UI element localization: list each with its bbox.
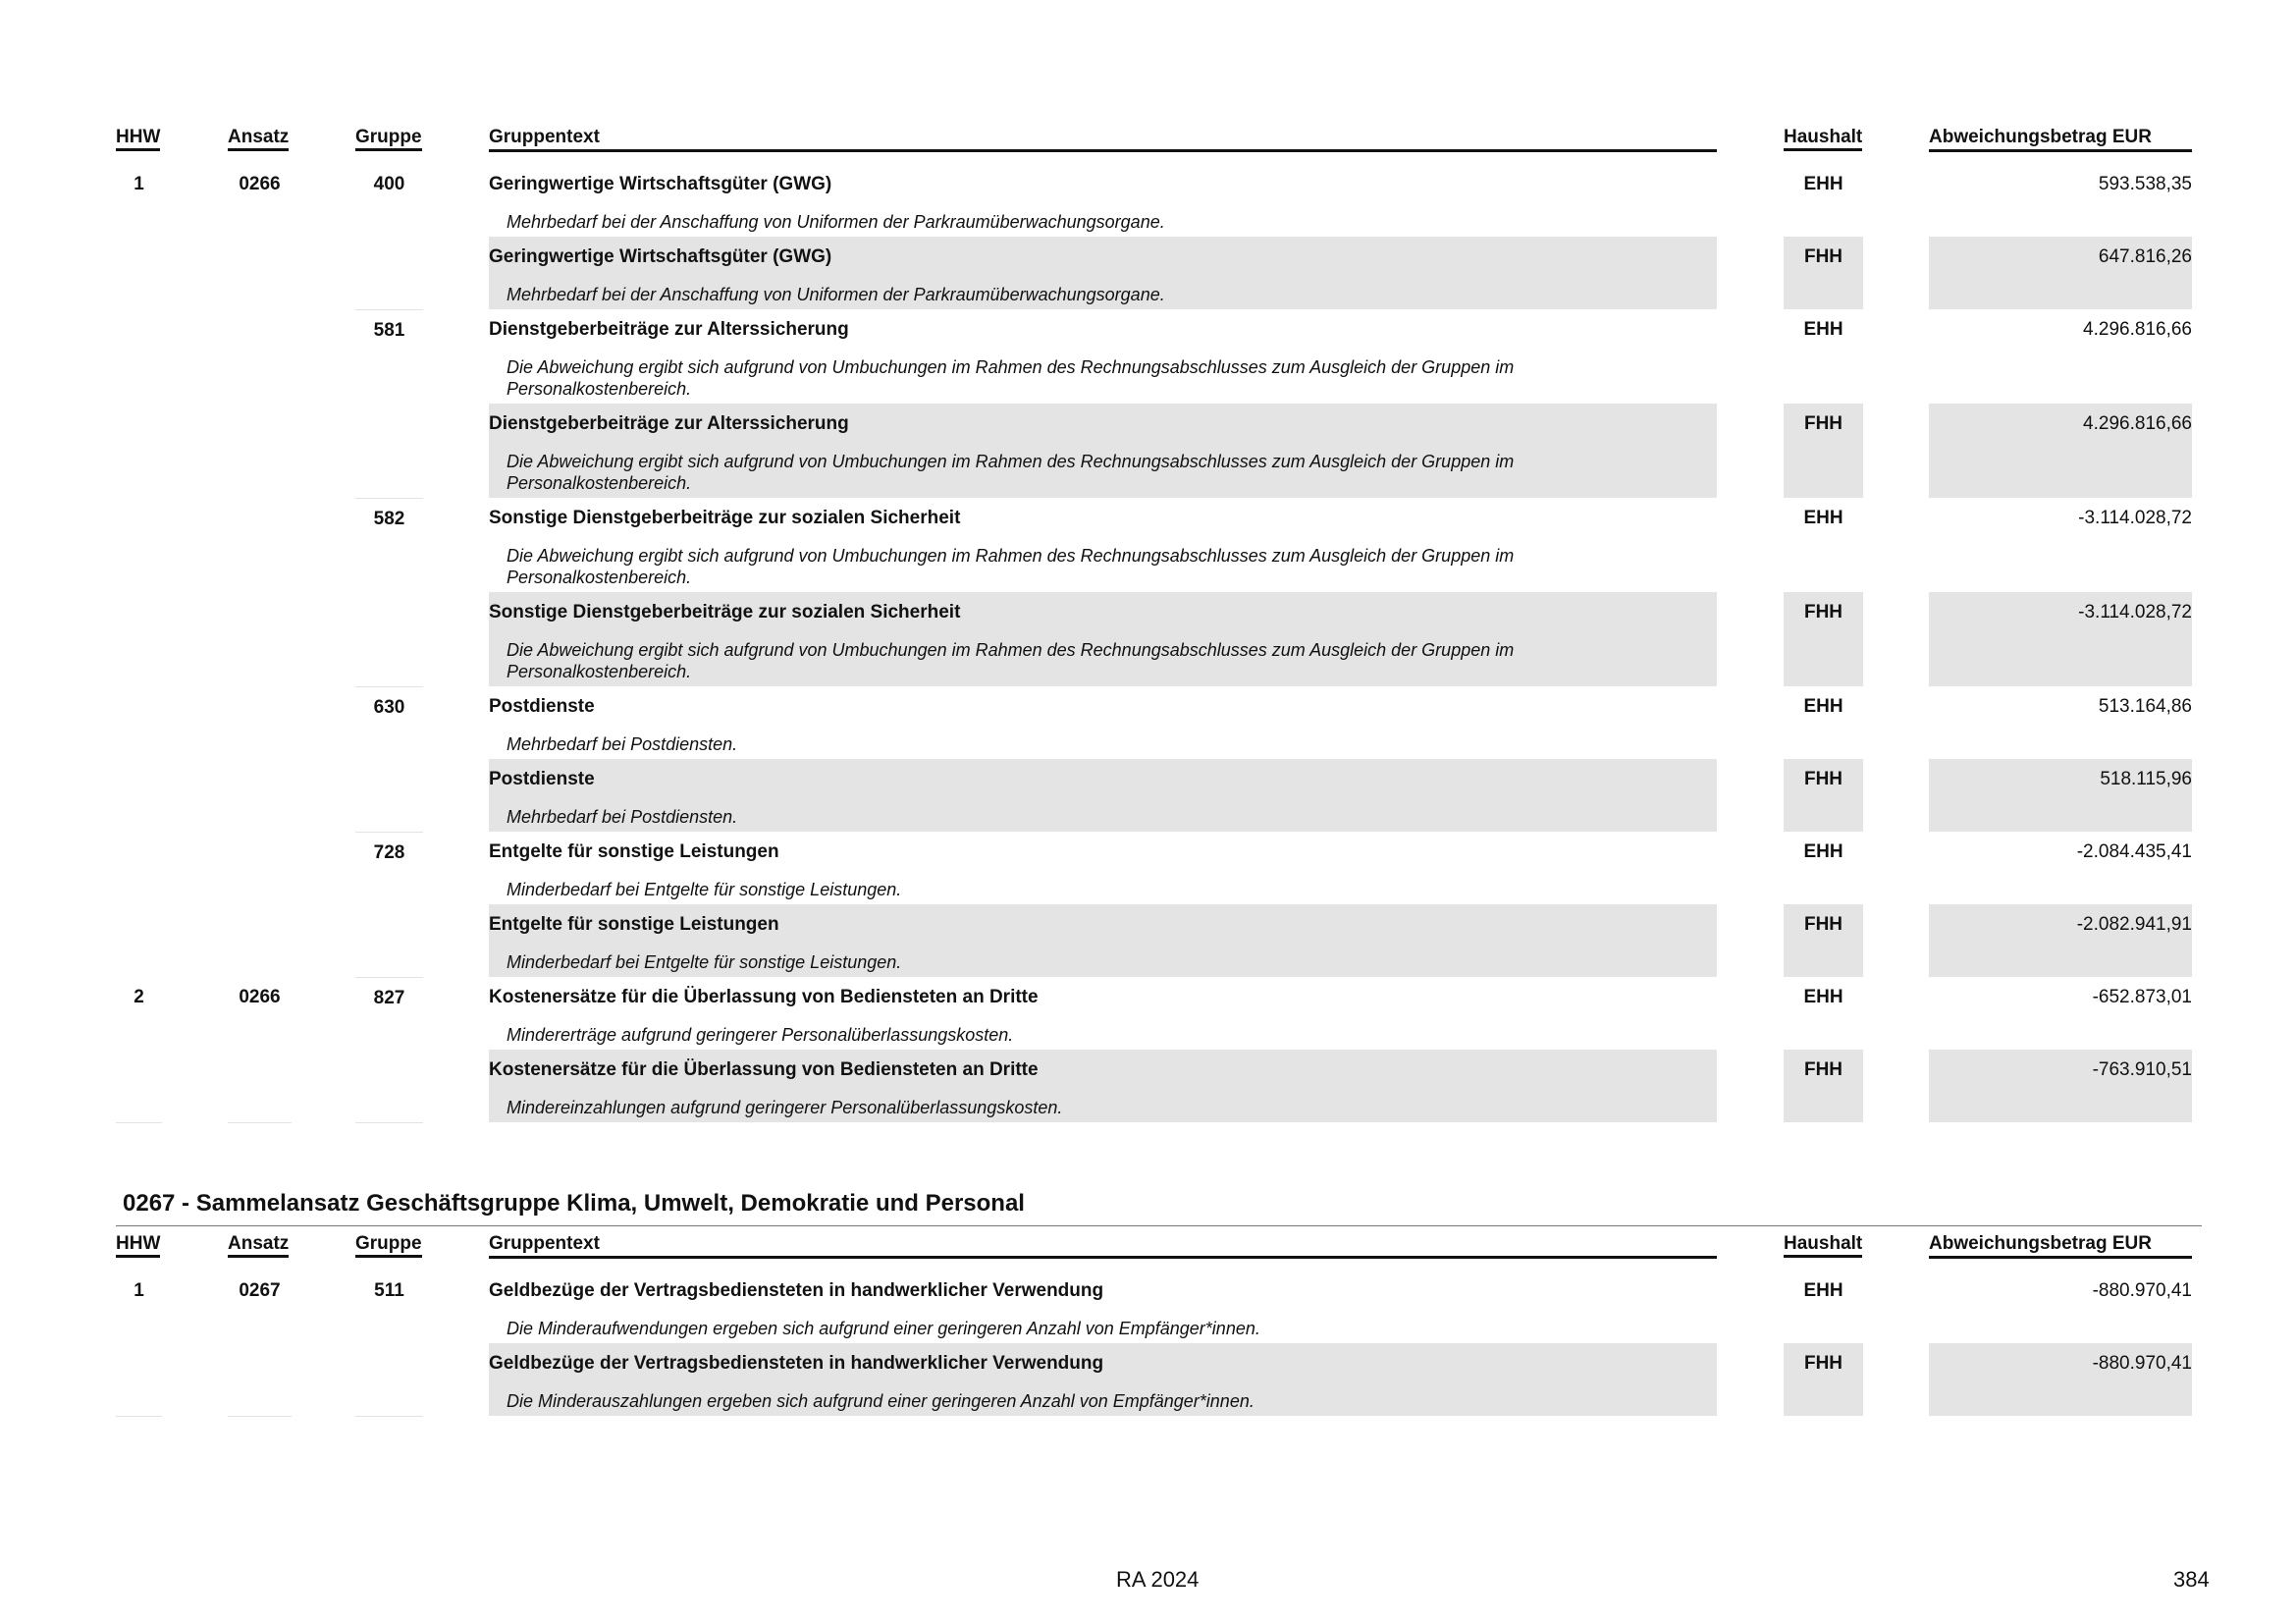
cell-haushalt: FHH — [1784, 404, 1863, 498]
group-title: Geldbezüge der Vertragsbediensteten in handwerklicher Verwendung — [489, 1353, 1104, 1374]
cell-haushalt: EHH — [1803, 696, 1843, 717]
group-title: Geringwertige Wirtschaftsgüter (GWG) — [489, 246, 832, 267]
cell-betrag: -2.084.435,41 — [2076, 841, 2192, 862]
table-end-rule — [0, 1416, 2296, 1417]
group-title: Geldbezüge der Vertragsbediensteten in handwerklicher Verwendung — [489, 1280, 1104, 1301]
cell-hhw — [116, 686, 162, 759]
cell-ansatz — [228, 832, 292, 904]
cell-betrag: 518.115,96 — [1929, 759, 2192, 832]
table-row — [0, 237, 2296, 309]
table-row — [0, 309, 2296, 404]
column-end-rule — [116, 1122, 162, 1123]
cell-ansatz — [228, 498, 292, 592]
group-description: Minderbedarf bei Entgelte für sonstige Leistungen. — [507, 952, 902, 972]
cell-haushalt: EHH — [1803, 174, 1843, 194]
header-betrag: Abweichungsbetrag EUR — [1929, 127, 2192, 152]
cell-gruppe — [355, 404, 423, 498]
group-description: Die Abweichung ergibt sich aufgrund von Umbuchungen im Rahmen des Rechnungsabschlusses zum Ausgleich der Gruppen im Personalkostenbereich. — [507, 357, 1515, 399]
cell-ansatz — [228, 404, 292, 498]
cell-gruppe: 582 — [355, 498, 423, 592]
cell-betrag: -880.970,41 — [2092, 1280, 2192, 1301]
cell-haushalt: EHH — [1803, 987, 1843, 1007]
table-end-rule — [0, 1122, 2296, 1123]
cell-ansatz — [228, 686, 292, 759]
group-title: Sonstige Dienstgeberbeiträge zur sozialen Sicherheit — [489, 508, 961, 528]
cell-hhw — [116, 1343, 162, 1416]
cell-gruppe: 728 — [355, 832, 423, 904]
cell-ansatz — [228, 1343, 292, 1416]
cell-hhw: 2 — [133, 987, 144, 1007]
cell-gruppentext — [489, 1343, 1717, 1416]
cell-gruppentext — [489, 592, 1717, 686]
header-betrag: Abweichungsbetrag EUR — [1929, 1233, 2192, 1259]
cell-betrag: -3.114.028,72 — [1929, 592, 2192, 686]
cell-gruppentext — [489, 759, 1717, 832]
table-row — [0, 904, 2296, 977]
table-row — [0, 977, 2296, 1050]
header-hhw: HHW — [116, 127, 160, 148]
column-end-rule — [355, 1122, 423, 1123]
group-description: Mehrbedarf bei Postdiensten. — [507, 807, 738, 827]
cell-gruppentext — [489, 832, 1717, 904]
cell-haushalt: FHH — [1784, 237, 1863, 309]
cell-gruppentext — [489, 309, 1717, 404]
cell-gruppentext — [489, 977, 1717, 1050]
cell-gruppentext — [489, 237, 1717, 309]
table-row — [0, 164, 2296, 237]
cell-ansatz — [228, 309, 292, 404]
cell-gruppentext — [489, 904, 1717, 977]
group-title: Entgelte für sonstige Leistungen — [489, 914, 779, 935]
cell-ansatz — [228, 1050, 292, 1122]
cell-haushalt: FHH — [1784, 1343, 1863, 1416]
cell-haushalt: FHH — [1784, 759, 1863, 832]
table-row — [0, 498, 2296, 592]
cell-gruppe: 827 — [355, 977, 423, 1050]
cell-hhw: 1 — [133, 1280, 144, 1301]
group-description: Mindererträge aufgrund geringerer Personalüberlassungskosten. — [507, 1025, 1014, 1045]
cell-betrag: -652.873,01 — [2092, 987, 2192, 1007]
group-description: Mehrbedarf bei der Anschaffung von Uniformen der Parkraumüberwachungsorgane. — [507, 285, 1165, 304]
group-title: Geringwertige Wirtschaftsgüter (GWG) — [489, 174, 832, 194]
column-end-rule — [228, 1416, 292, 1417]
section-title: 0267 - Sammelansatz Geschäftsgruppe Klima, Umwelt, Demokratie und Personal — [123, 1190, 1025, 1217]
cell-haushalt: EHH — [1803, 841, 1843, 862]
cell-betrag: 4.296.816,66 — [2083, 319, 2192, 340]
table-row — [0, 592, 2296, 686]
table-row — [0, 759, 2296, 832]
cell-hhw — [116, 759, 162, 832]
column-end-rule — [228, 1122, 292, 1123]
cell-hhw — [116, 832, 162, 904]
cell-gruppe — [355, 1343, 423, 1416]
cell-gruppe — [355, 1050, 423, 1122]
group-title: Dienstgeberbeiträge zur Alterssicherung — [489, 319, 849, 340]
cell-ansatz: 0266 — [239, 174, 281, 194]
cell-gruppe — [355, 904, 423, 977]
group-title: Postdienste — [489, 696, 595, 717]
group-description: Mehrbedarf bei der Anschaffung von Uniformen der Parkraumüberwachungsorgane. — [507, 212, 1165, 232]
page-number: 384 — [2173, 1567, 2210, 1592]
table-row — [0, 686, 2296, 759]
header-gruppe: Gruppe — [355, 1233, 422, 1255]
cell-hhw — [116, 309, 162, 404]
cell-hhw — [116, 404, 162, 498]
cell-gruppe — [355, 237, 423, 309]
cell-ansatz — [228, 759, 292, 832]
table-row — [0, 404, 2296, 498]
cell-gruppe: 511 — [374, 1280, 404, 1301]
cell-gruppe — [355, 592, 423, 686]
cell-hhw — [116, 904, 162, 977]
column-end-rule — [355, 1416, 423, 1417]
section-divider — [116, 1225, 2202, 1226]
group-title: Kostenersätze für die Überlassung von Bediensteten an Dritte — [489, 987, 1039, 1007]
cell-hhw: 1 — [133, 174, 144, 194]
cell-haushalt: EHH — [1803, 508, 1843, 528]
cell-betrag: -880.970,41 — [1929, 1343, 2192, 1416]
header-hhw: HHW — [116, 1233, 160, 1255]
cell-hhw — [116, 498, 162, 592]
footer-report-label: RA 2024 — [1116, 1567, 1200, 1592]
cell-betrag: 513.164,86 — [2098, 696, 2192, 717]
cell-gruppe: 581 — [355, 309, 423, 404]
table-row — [0, 832, 2296, 904]
cell-ansatz — [228, 592, 292, 686]
cell-haushalt: EHH — [1803, 1280, 1843, 1301]
cell-ansatz — [228, 904, 292, 977]
cell-ansatz — [228, 237, 292, 309]
group-title: Postdienste — [489, 769, 595, 789]
table-row — [0, 1343, 2296, 1416]
header-gruppentext: Gruppentext — [489, 127, 1717, 152]
cell-gruppentext — [489, 498, 1717, 592]
group-description: Die Abweichung ergibt sich aufgrund von Umbuchungen im Rahmen des Rechnungsabschlusses zum Ausgleich der Gruppen im Personalkostenbereich. — [507, 452, 1515, 493]
cell-haushalt: FHH — [1784, 592, 1863, 686]
cell-betrag: -2.082.941,91 — [1929, 904, 2192, 977]
group-description: Die Minderaufwendungen ergeben sich aufgrund einer geringeren Anzahl von Empfänger*innen. — [507, 1319, 1260, 1338]
header-ansatz: Ansatz — [228, 1233, 289, 1255]
cell-betrag: 593.538,35 — [2098, 174, 2192, 194]
cell-betrag: 4.296.816,66 — [1929, 404, 2192, 498]
cell-gruppentext — [489, 1271, 1717, 1343]
cell-gruppentext — [489, 404, 1717, 498]
header-haushalt: Haushalt — [1784, 1233, 1862, 1255]
cell-ansatz: 0266 — [239, 987, 281, 1007]
cell-gruppe: 400 — [373, 174, 405, 194]
group-description: Mehrbedarf bei Postdiensten. — [507, 734, 738, 754]
group-title: Sonstige Dienstgeberbeiträge zur sozialen Sicherheit — [489, 602, 961, 623]
group-description: Minderbedarf bei Entgelte für sonstige Leistungen. — [507, 880, 902, 899]
cell-hhw — [116, 1050, 162, 1122]
column-end-rule — [116, 1416, 162, 1417]
cell-betrag: -763.910,51 — [1929, 1050, 2192, 1122]
cell-ansatz: 0267 — [239, 1280, 281, 1301]
section-2-table — [0, 1271, 2296, 1417]
cell-hhw — [116, 237, 162, 309]
group-description: Die Abweichung ergibt sich aufgrund von Umbuchungen im Rahmen des Rechnungsabschlusses zum Ausgleich der Gruppen im Personalkostenbereich. — [507, 640, 1515, 681]
header-ansatz: Ansatz — [228, 127, 289, 148]
cell-gruppe — [355, 759, 423, 832]
header-gruppentext: Gruppentext — [489, 1233, 1717, 1259]
header-gruppe: Gruppe — [355, 127, 422, 148]
cell-gruppentext — [489, 686, 1717, 759]
cell-gruppentext — [489, 1050, 1717, 1122]
cell-hhw — [116, 592, 162, 686]
section-1-table — [0, 164, 2296, 1123]
group-title: Kostenersätze für die Überlassung von Bediensteten an Dritte — [489, 1059, 1039, 1080]
group-title: Entgelte für sonstige Leistungen — [489, 841, 779, 862]
cell-haushalt: FHH — [1784, 904, 1863, 977]
header-haushalt: Haushalt — [1784, 127, 1862, 148]
cell-betrag: 647.816,26 — [1929, 237, 2192, 309]
cell-haushalt: FHH — [1784, 1050, 1863, 1122]
table-row — [0, 1050, 2296, 1122]
cell-haushalt: EHH — [1803, 319, 1843, 340]
cell-gruppentext — [489, 164, 1717, 237]
group-description: Mindereinzahlungen aufgrund geringerer Personalüberlassungskosten. — [507, 1098, 1063, 1117]
table-row — [0, 1271, 2296, 1343]
cell-betrag: -3.114.028,72 — [2078, 508, 2192, 528]
group-title: Dienstgeberbeiträge zur Alterssicherung — [489, 413, 849, 434]
group-description: Die Minderauszahlungen ergeben sich aufgrund einer geringeren Anzahl von Empfänger*innen. — [507, 1391, 1255, 1411]
cell-gruppe: 630 — [355, 686, 423, 759]
group-description: Die Abweichung ergibt sich aufgrund von Umbuchungen im Rahmen des Rechnungsabschlusses zum Ausgleich der Gruppen im Personalkostenbereich. — [507, 546, 1515, 587]
